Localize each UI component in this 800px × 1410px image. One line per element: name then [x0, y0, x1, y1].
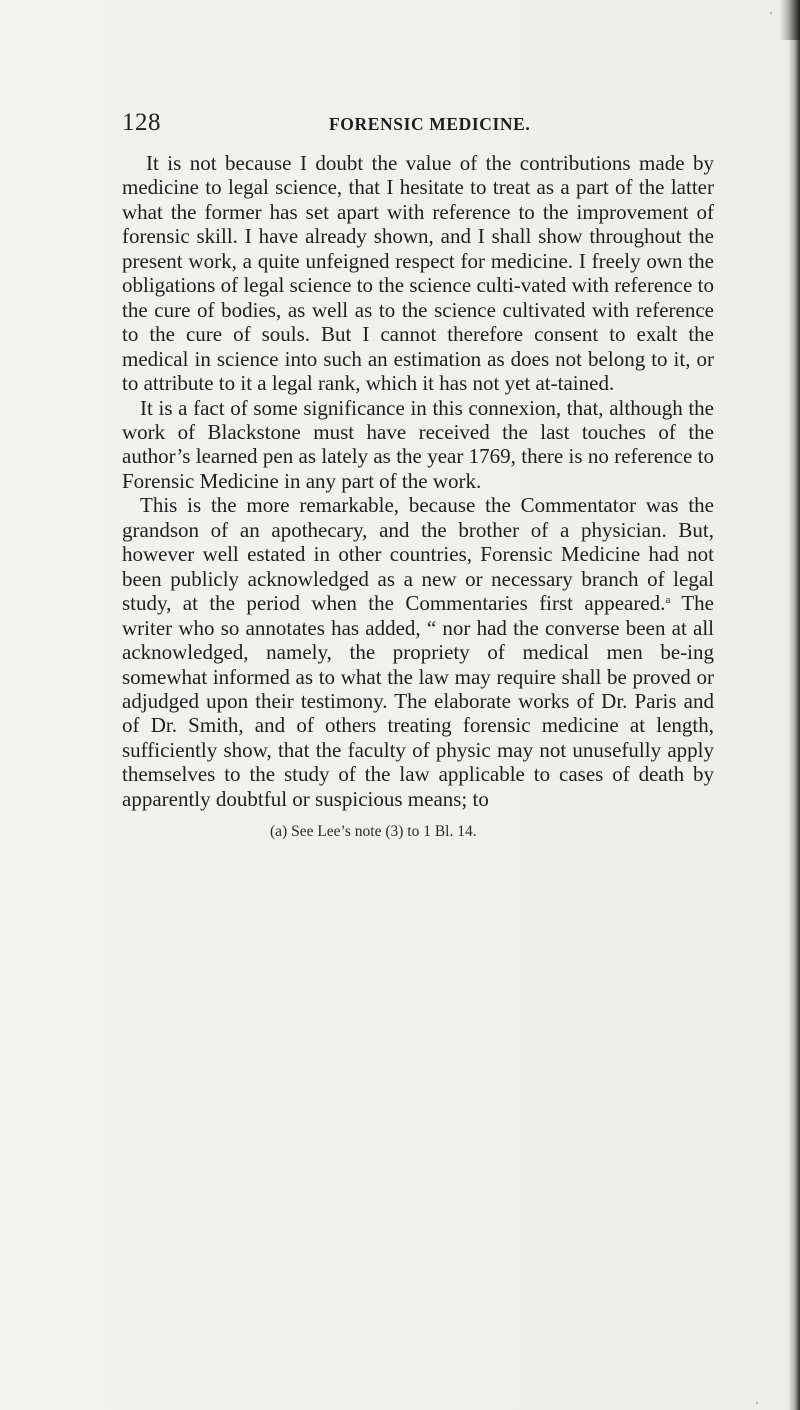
page-edge-shadow	[788, 0, 800, 1410]
page-number: 128	[122, 109, 161, 136]
paragraph-3-text-before-note: This is the more remarkable, because the Commentator was the grandson of an apothecary, and the brother of a physician. But, however well estated in other countries, Forensic Medicine had not been publicly acknowledged as a new or necessary branch of legal study, at the period when the Commentaries first appeared.	[122, 493, 714, 616]
paragraph-2: It is a fact of some significance in this connexion, that, although the work of Blackstone must have received the last touches of the author’s learned pen as lately as the year 1769, there is no reference to Forensic Medicine in any part of the work.	[122, 395, 714, 493]
paragraph-1: It is not because I doubt the value of the contributions made by medicine to legal science, that I hesitate to treat as a part of the latter what the former has set apart with reference to the improvement of forensic skill. I have already shown, and I shall show throughout the present work, a quite unfeigned respect for medicine. I freely own the obligations of legal science to the science culti-vated with reference to the cure of bodies, as well as to the science cultivated with reference to the cure of souls. But I cannot therefore consent to exalt the medical in science into such an estimation as does not belong to it, or to attribute to it a legal rank, which it has not yet at-tained.	[122, 151, 714, 396]
footnote	[270, 822, 714, 842]
running-head	[122, 110, 714, 136]
paper-speck	[770, 12, 772, 14]
paragraph-3-text-after-note: The writer who so annotates has added, “ nor had the converse been at all acknowledged, namely, the propriety of medical men be-ing somewhat informed as to what the law may require shall be proved or adjudged upon their testimony. The elaborate works of Dr. Paris and of Dr. Smith, and of others treating forensic medicine at length, sufficiently show, that the faculty of physic may not unusefully apply themselves to the study of the law applicable to cases of death by apparently doubtful or suspicious means; to	[122, 591, 714, 811]
footnote-text: (a) See Lee’s note (3) to 1 Bl. 14.	[270, 823, 477, 840]
body-text	[122, 151, 714, 811]
paper-speck	[756, 1402, 758, 1404]
page-edge-shadow-top	[780, 0, 800, 40]
running-title: FORENSIC MEDICINE.	[329, 114, 531, 134]
paragraph-3	[122, 493, 714, 811]
footnote-reference-mark: a	[665, 594, 671, 607]
